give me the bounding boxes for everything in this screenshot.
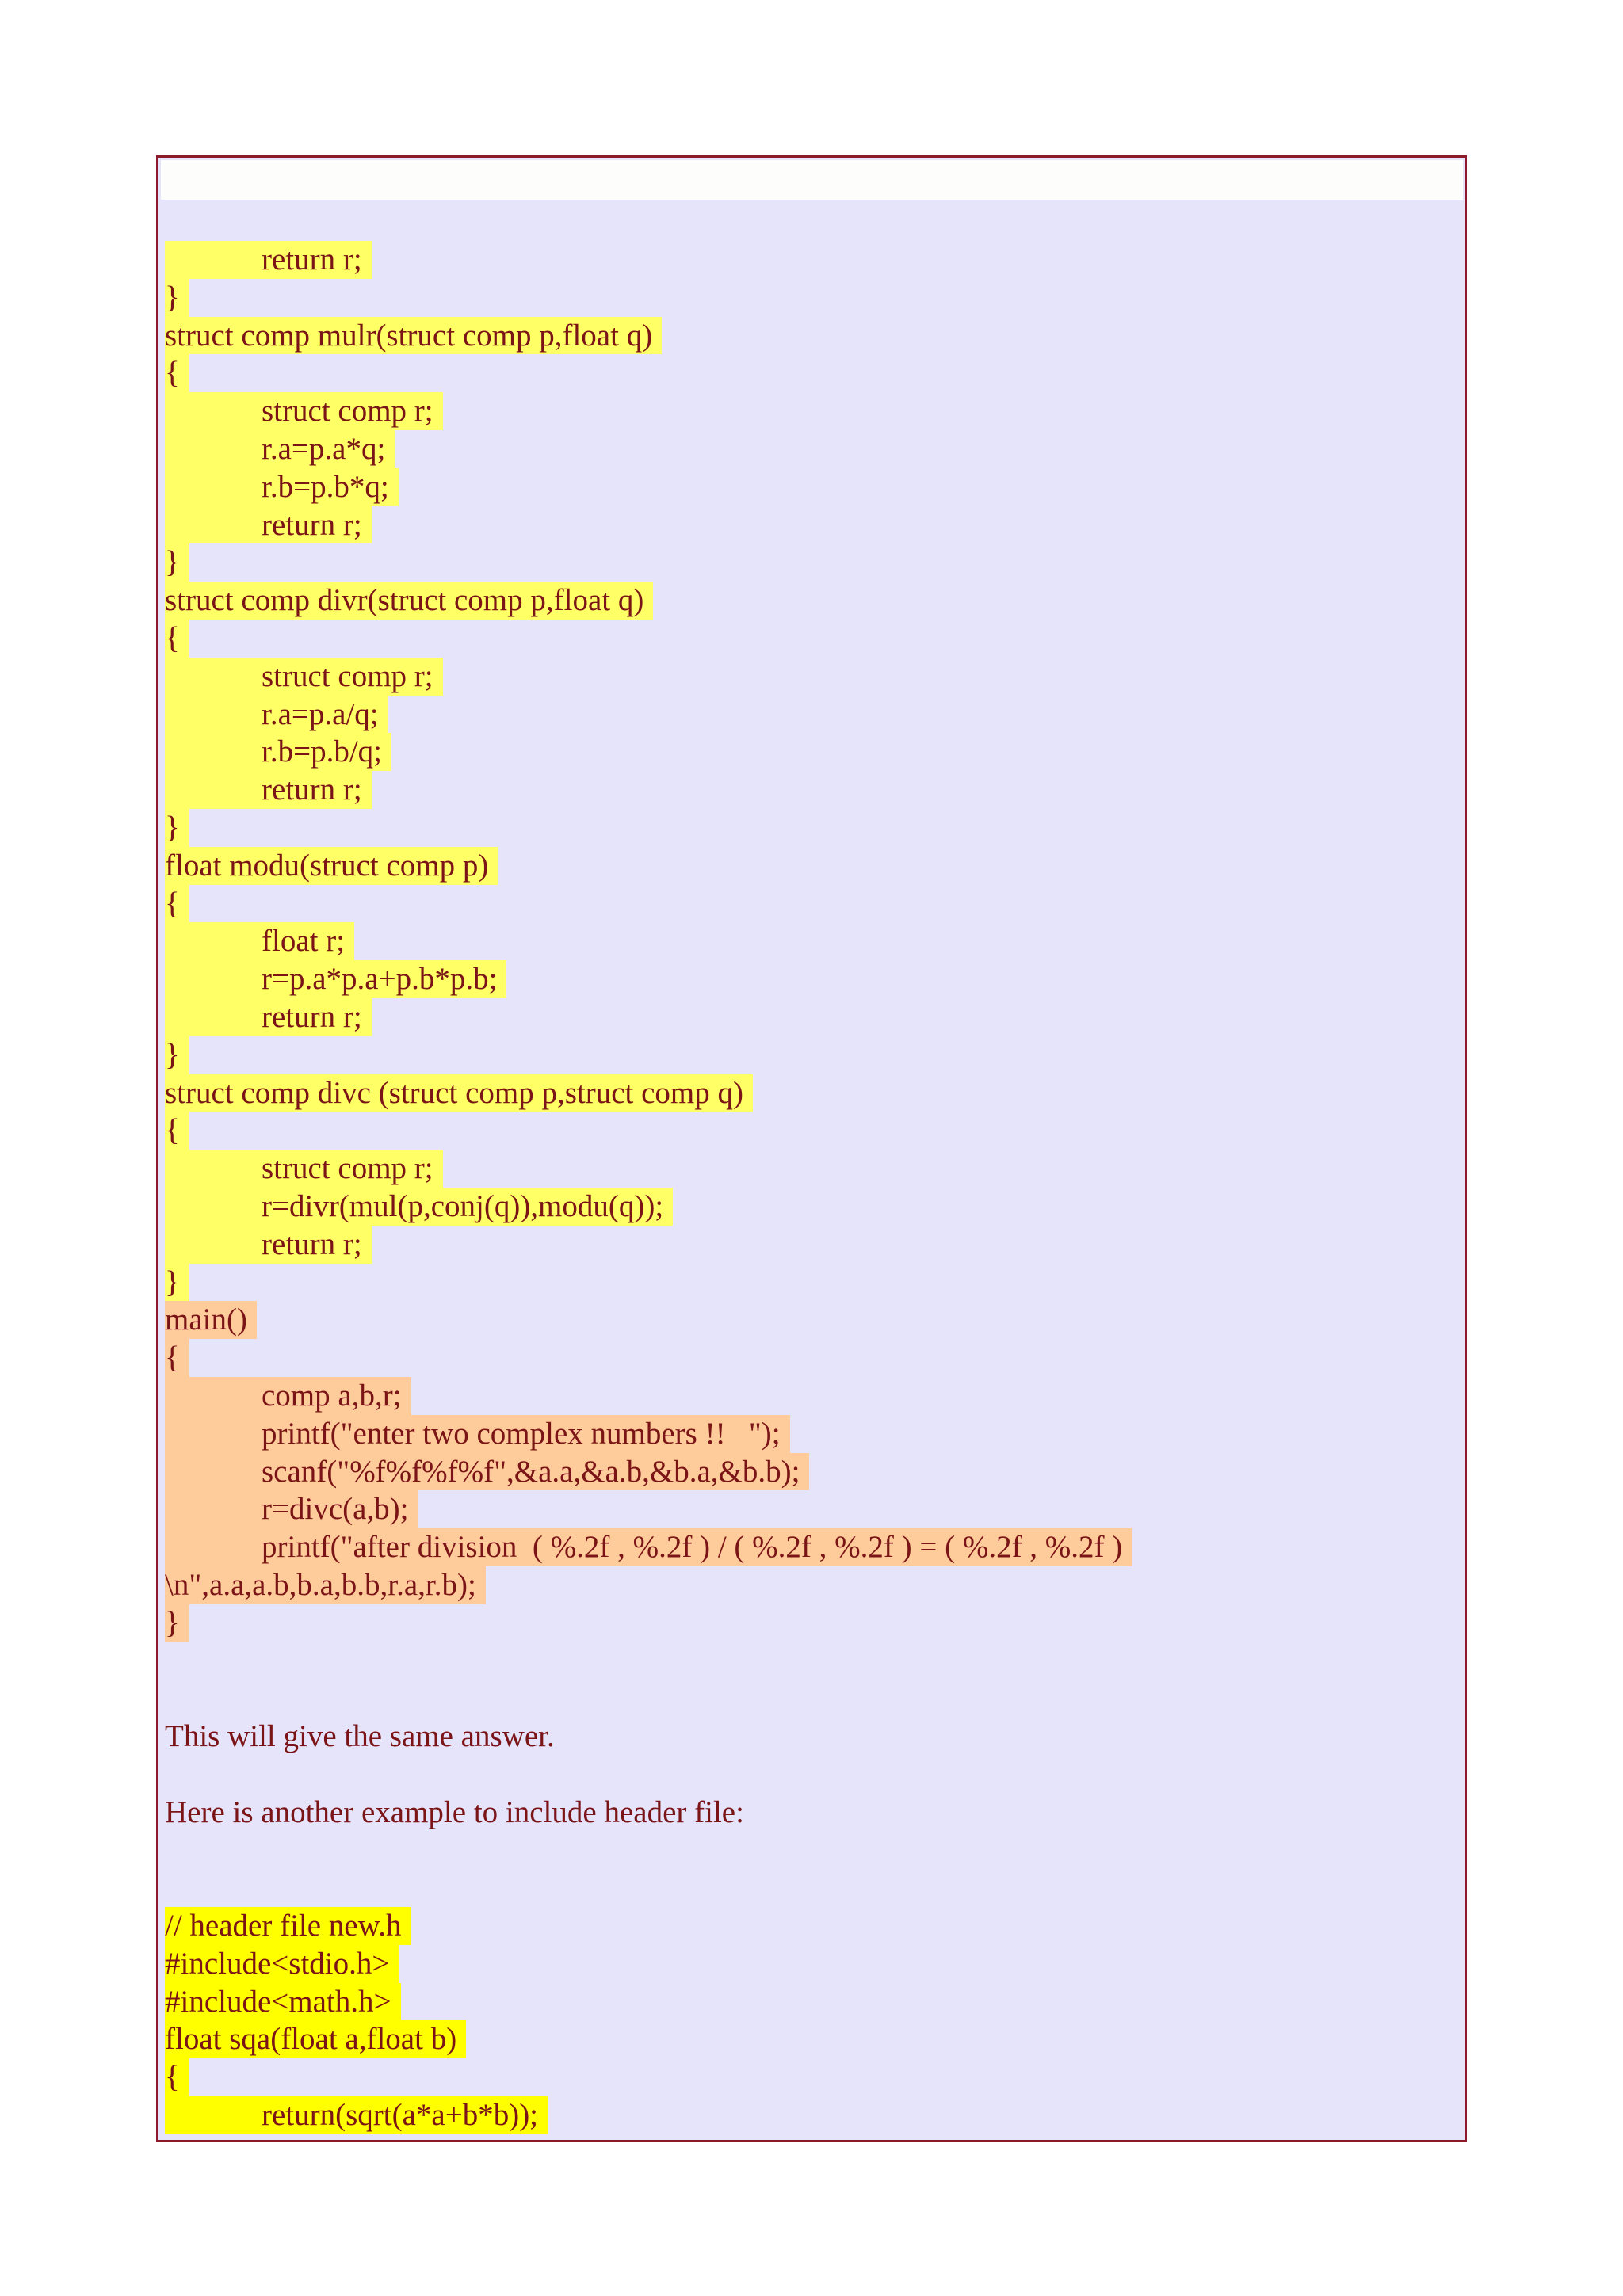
code-text: return r; — [262, 772, 362, 807]
code-line — [165, 658, 1449, 696]
code-line-highlight — [165, 1453, 809, 1491]
code-line — [165, 1415, 1449, 1453]
code-text: struct comp mulr(struct comp p,float q) — [165, 318, 653, 353]
code-line — [165, 922, 1449, 960]
code-line-highlight — [165, 620, 189, 658]
code-line — [165, 2020, 1449, 2058]
code-line-highlight — [165, 1112, 189, 1150]
code-text: } — [165, 1605, 180, 1640]
code-line-highlight — [165, 2058, 189, 2096]
code-line-highlight — [165, 543, 189, 582]
code-line-highlight — [165, 1377, 411, 1415]
document-content — [165, 241, 1449, 2134]
code-line-highlight — [165, 1150, 443, 1188]
code-line — [165, 1036, 1449, 1074]
code-line-highlight — [165, 1264, 189, 1302]
code-text: { — [165, 2060, 180, 2095]
code-text: r.b=p.b*q; — [262, 469, 389, 504]
spacer — [165, 1869, 1449, 1907]
code-line — [165, 998, 1449, 1036]
code-text: struct comp divr(struct comp p,float q) — [165, 583, 644, 618]
code-text: } — [165, 810, 180, 845]
code-line — [165, 1528, 1449, 1566]
code-line-highlight — [165, 1945, 399, 1983]
code-line-highlight — [165, 998, 372, 1036]
code-line — [165, 1112, 1449, 1150]
code-text: comp a,b,r; — [262, 1378, 402, 1413]
code-text: return r; — [262, 242, 362, 277]
code-text: struct comp r; — [262, 1151, 433, 1186]
code-line — [165, 847, 1449, 885]
code-line — [165, 1150, 1449, 1188]
code-line — [165, 582, 1449, 620]
code-text: printf("enter two complex numbers !! "); — [262, 1416, 781, 1451]
code-line-highlight — [165, 1983, 401, 2021]
code-line — [165, 1301, 1449, 1339]
code-line — [165, 771, 1449, 809]
code-line — [165, 1907, 1449, 1945]
code-text: #include<stdio.h> — [165, 1946, 390, 1981]
code-line — [165, 2058, 1449, 2096]
paragraph-same-answer: This will give the same answer. — [165, 1719, 555, 1754]
code-line-highlight — [165, 1301, 257, 1339]
code-text: return r; — [262, 999, 362, 1034]
code-line-highlight — [165, 1036, 189, 1074]
code-text: { — [165, 1341, 180, 1375]
code-line — [165, 1226, 1449, 1264]
spacer — [165, 1831, 1449, 1869]
code-line-highlight — [165, 771, 372, 809]
code-text: scanf("%f%f%f%f",&a.a,&a.b,&b.a,&b.b); — [262, 1454, 800, 1489]
paragraph-another-example: Here is another example to include header file: — [165, 1794, 744, 1829]
code-text: } — [165, 1037, 180, 1072]
code-text: } — [165, 1264, 180, 1299]
code-line-highlight — [165, 1074, 753, 1112]
code-line — [165, 1188, 1449, 1226]
code-line-highlight — [165, 1604, 189, 1642]
code-line-highlight — [165, 241, 372, 279]
code-line-highlight — [165, 1566, 486, 1604]
code-text: float sqa(float a,float b) — [165, 2022, 457, 2057]
code-line — [165, 960, 1449, 998]
code-line-highlight — [165, 317, 662, 355]
code-text: // header file new.h — [165, 1909, 402, 1943]
code-text: struct comp divc (struct comp p,struct comp q) — [165, 1075, 743, 1110]
code-line-highlight — [165, 696, 388, 734]
code-line — [165, 1983, 1449, 2021]
code-line — [165, 1339, 1449, 1377]
code-line — [165, 317, 1449, 355]
code-line — [165, 2096, 1449, 2134]
document-frame — [156, 155, 1467, 2142]
code-line-highlight — [165, 733, 391, 771]
code-line — [165, 241, 1449, 279]
code-text: return r; — [262, 507, 362, 542]
code-line — [165, 620, 1449, 658]
code-line — [165, 809, 1449, 847]
code-line — [165, 696, 1449, 734]
code-line-highlight — [165, 1907, 411, 1945]
code-text: { — [165, 356, 180, 391]
code-block-main-function — [165, 1301, 1449, 1642]
code-text: r.a=p.a/q; — [262, 696, 379, 731]
code-text: struct comp r; — [262, 394, 433, 429]
code-line-highlight — [165, 809, 189, 847]
code-line — [165, 885, 1449, 923]
code-line-highlight — [165, 1415, 790, 1453]
code-text: \n",a.a,a.b,b.a,b.b,r.a,r.b); — [165, 1567, 476, 1602]
code-line — [165, 1074, 1449, 1112]
code-text: r=divc(a,b); — [262, 1492, 409, 1527]
code-line-highlight — [165, 922, 354, 960]
code-text: #include<math.h> — [165, 1984, 391, 2019]
code-line — [165, 392, 1449, 430]
code-text: printf("after division ( %.2f , %.2f ) / ( %.2f , %.2f ) = ( %.2f , %.2f ) — [262, 1530, 1123, 1565]
code-text: return r; — [262, 1226, 362, 1261]
code-text: main() — [165, 1302, 247, 1337]
code-text: { — [165, 620, 180, 655]
code-line-highlight — [165, 658, 443, 696]
code-line — [165, 430, 1449, 468]
code-line — [165, 733, 1449, 771]
code-text: { — [165, 886, 180, 921]
code-line — [165, 506, 1449, 544]
code-line-highlight — [165, 392, 443, 430]
spacer — [165, 1642, 1449, 1680]
code-line-highlight — [165, 582, 653, 620]
code-text: { — [165, 1113, 180, 1148]
code-line-highlight — [165, 430, 395, 468]
code-line-highlight — [165, 1188, 673, 1226]
code-line — [165, 354, 1449, 392]
code-text: } — [165, 545, 180, 580]
page-top-strip — [161, 160, 1463, 200]
code-line — [165, 1377, 1449, 1415]
code-text: } — [165, 280, 180, 315]
code-text: float modu(struct comp p) — [165, 848, 489, 883]
code-line — [165, 279, 1449, 317]
code-line-highlight — [165, 2096, 548, 2134]
code-line-highlight — [165, 1528, 1132, 1566]
code-text: r.b=p.b/q; — [262, 734, 383, 769]
code-line — [165, 1453, 1449, 1491]
code-line-highlight — [165, 506, 372, 544]
code-line-highlight — [165, 2020, 466, 2058]
code-line-highlight — [165, 847, 498, 885]
code-block-complex-functions — [165, 241, 1449, 1301]
code-text: r=divr(mul(p,conj(q)),modu(q)); — [262, 1188, 664, 1223]
code-line-highlight — [165, 468, 399, 506]
code-line-highlight — [165, 960, 506, 998]
code-line-highlight — [165, 1339, 189, 1377]
spacer — [165, 1680, 1449, 1718]
code-line-highlight — [165, 1490, 418, 1528]
code-text: float r; — [262, 924, 346, 959]
code-line — [165, 1566, 1449, 1604]
code-line — [165, 468, 1449, 506]
code-line — [165, 1945, 1449, 1983]
code-line-highlight — [165, 1226, 372, 1264]
code-line — [165, 1490, 1449, 1528]
code-line-highlight — [165, 354, 189, 392]
code-line-highlight — [165, 279, 189, 317]
code-text: r.a=p.a*q; — [262, 431, 386, 466]
code-text: r=p.a*p.a+p.b*p.b; — [262, 962, 498, 997]
code-line-highlight — [165, 885, 189, 923]
code-line — [165, 543, 1449, 582]
code-line — [165, 1604, 1449, 1642]
spacer — [165, 1756, 1449, 1794]
code-text: return(sqrt(a*a+b*b)); — [262, 2098, 539, 2133]
code-text: struct comp r; — [262, 658, 433, 693]
code-block-header-file — [165, 1907, 1449, 2134]
code-line — [165, 1264, 1449, 1302]
